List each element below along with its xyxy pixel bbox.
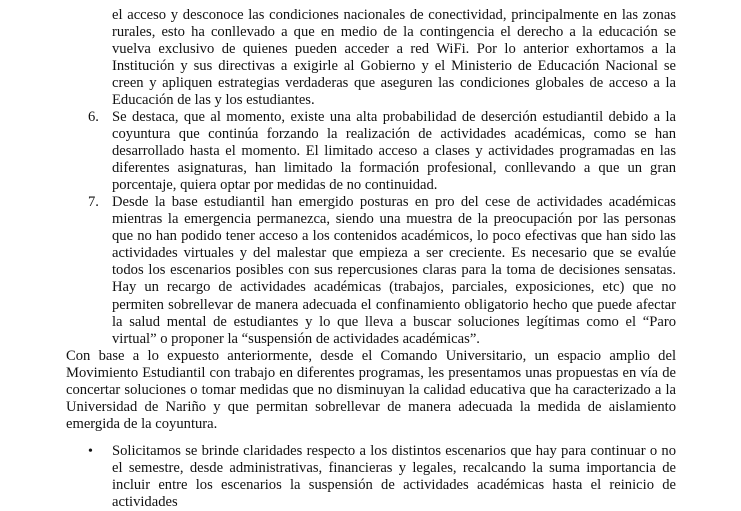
bullet-item-text: Solicitamos se brinde claridades respecto a los distintos escenarios que hay para continuar o no el semestre, desde administrativas, financieras y legales, recalcando la suma importancia de incluir entre los escenarios la suspensión de actividades académicas hasta el reinicio de actividades bbox=[112, 443, 676, 511]
list-item-number: 7. bbox=[88, 194, 99, 210]
list-item-number: 6. bbox=[88, 109, 99, 125]
list-item-text: Se destaca, que al momento, existe una alta probabilidad de deserción estudiantil debido a la coyuntura que continúa forzando la realización de actividades académicas, como se han desarrollado hasta el momento. El limitado acceso a clases y actividades programadas en las diferentes asignaturas, han limitado la formación profesional, conllevando a que un gran porcentaje, quiera optar por medidas de no continuidad. bbox=[112, 109, 676, 194]
bullet-icon: • bbox=[88, 444, 93, 459]
closing-paragraph: Con base a lo expuesto anteriormente, desde el Comando Universitario, un espacio amplio del Movimiento Estudiantil con trabajo en diferentes programas, les presentamos unas propuestas en vía de concertar soluciones o tomar medidas que no disminuyan la calidad educativa que ha caracterizado a la Universidad de Nariño y que permitan sobrellevar de manera adecuada la medida de aislamiento emergida de la coyuntura. bbox=[66, 348, 676, 433]
list-item-text: Desde la base estudiantil han emergido posturas en pro del cese de actividades académicas mientras la emergencia permanezca, siendo una muestra de la preocupación por las personas que no han podido tener acceso a los contenidos académicos, lo poco efectivas que han sido las actividades virtuales y del malestar que empieza a ser creciente. Es necesario que se evalúe todos los escenarios posibles con sus repercusiones claras para la toma de decisiones sensatas. Hay un recargo de actividades académicas (trabajos, parciales, exposiciones, etc) que no permiten sobrellevar de manera adecuada el confinamiento obligatorio hecho que puede afectar la salud mental de estudiantes y lo que lleva a buscar soluciones legítimas como el “Paro virtual” o proponer la “suspensión de actividades académicas”. bbox=[112, 194, 676, 347]
continuation-paragraph: el acceso y desconoce las condiciones nacionales de conectividad, principalmente en las zonas rurales, esto ha conllevado a que en medio de la contingencia el derecho a la educación se vuelva exclusivo de quienes pueden acceder a red WiFi. Por lo anterior exhortamos a la Institución y sus directivas a exigirle al Gobierno y el Ministerio de Educación Nacional se creen y apliquen estrategias verdaderas que aseguren las condiciones globales de acceso a la Educación de las y los estudiantes. bbox=[112, 7, 676, 109]
